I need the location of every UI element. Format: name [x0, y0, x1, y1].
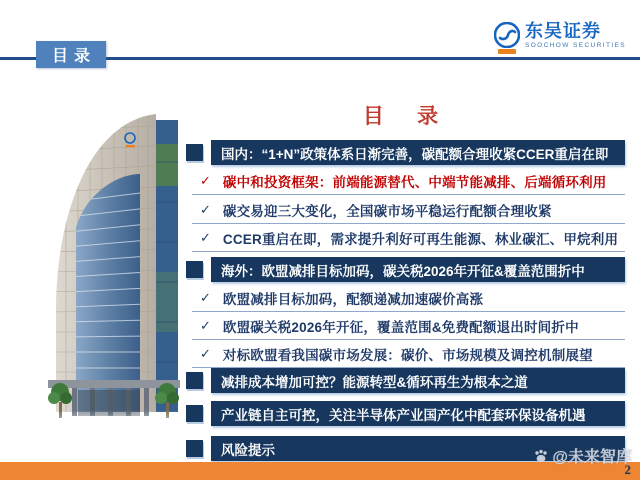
logo-subtitle: SOOCHOW SECURITIES — [524, 42, 626, 49]
section-marker — [186, 405, 203, 422]
toc-item-label: 欧盟减排目标加码，配额递减加速碳价高涨 — [222, 291, 484, 307]
toc-item[interactable] — [192, 340, 625, 368]
watermark-text: @未来智库 — [552, 449, 632, 466]
toc-item[interactable] — [192, 284, 625, 312]
toc-tab: 目录 — [36, 41, 106, 68]
check-icon: ✓ — [200, 345, 211, 361]
toc-section-domestic[interactable]: 国内：“1+N”政策体系日渐完善，碳配额合理收紧CCER重启在即 — [211, 140, 625, 165]
page-number: 2 — [624, 462, 631, 477]
paw-icon — [533, 448, 549, 464]
check-icon: ✓ — [200, 172, 211, 188]
section-marker — [186, 440, 203, 457]
check-icon: ✓ — [200, 317, 211, 333]
check-icon: ✓ — [200, 229, 211, 245]
logo-name: 东吴证券 — [524, 21, 601, 41]
section-marker — [186, 372, 203, 389]
toc-section-cost[interactable]: 减排成本增加可控？能源转型&循环再生为根本之道 — [211, 368, 625, 393]
building-photo — [38, 92, 188, 432]
toc-item[interactable] — [192, 224, 625, 252]
toc-item-label: 碳中和投资框架：前端能源替代、中端节能减排、后端循环利用 — [222, 174, 607, 190]
toc-section-supply-chain[interactable]: 产业链自主可控，关注半导体产业国产化中配套环保设备机遇 — [211, 401, 625, 426]
toc-section-risk[interactable]: 风险提示 — [211, 436, 625, 461]
toc-title: 目 录 — [362, 104, 453, 128]
logo-orange-bar — [498, 49, 516, 54]
toc-section-overseas[interactable]: 海外：欧盟减排目标加码，碳关税2026年开征&覆盖范围折中 — [211, 257, 625, 282]
toc-item-label: 碳交易迎三大变化，全国碳市场平稳运行配额合理收紧 — [222, 203, 552, 219]
section-marker — [186, 144, 203, 161]
toc-item[interactable] — [192, 312, 625, 340]
toc-item[interactable] — [192, 196, 625, 224]
check-icon: ✓ — [200, 201, 211, 217]
section-marker — [186, 261, 203, 278]
toc-item-label: 对标欧盟看我国碳市场发展：碳价、市场规模及调控机制展望 — [222, 347, 593, 363]
toc-item[interactable] — [192, 167, 625, 195]
check-icon: ✓ — [200, 289, 211, 305]
toc-item-label: CCER重启在即，需求提升利好可再生能源、林业碳汇、甲烷利用 — [222, 231, 619, 247]
company-logo — [494, 22, 626, 54]
watermark — [533, 444, 632, 467]
toc-item-label: 欧盟碳关税2026年开征，覆盖范围&免费配额退出时间折中 — [222, 319, 579, 335]
soochow-logo-icon — [494, 22, 520, 54]
